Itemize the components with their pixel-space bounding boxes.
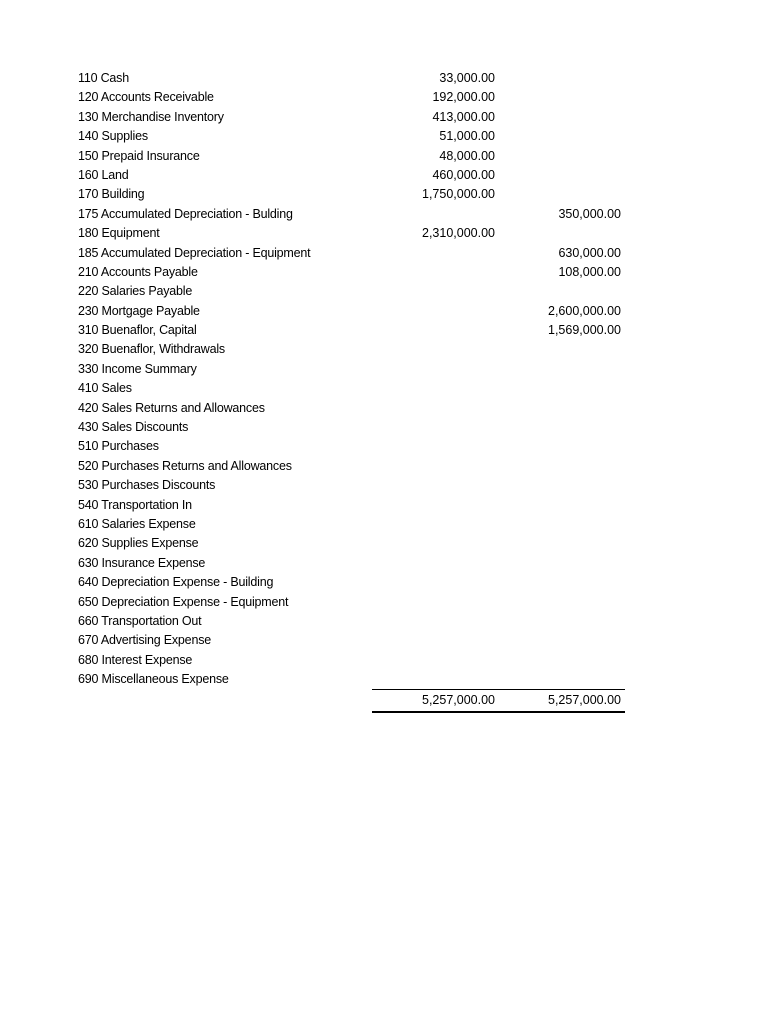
- account-name: 530 Purchases Discounts: [78, 478, 216, 493]
- account-row: [0, 399, 768, 418]
- account-row: [0, 670, 768, 689]
- debit-amount: 33,000.00: [439, 71, 495, 85]
- account-name: 170 Building: [78, 187, 145, 202]
- account-row: [0, 379, 768, 398]
- credit-amount: 350,000.00: [558, 206, 621, 221]
- account-row: [0, 321, 768, 340]
- account-row: [0, 437, 768, 456]
- credit-amount: 1,569,000.00: [548, 323, 621, 338]
- account-row: [0, 244, 768, 263]
- account-row: [0, 360, 768, 379]
- account-name: 230 Mortgage Payable: [78, 303, 200, 318]
- account-name: 130 Merchandise Inventory: [78, 109, 224, 124]
- account-name: 330 Income Summary: [78, 361, 197, 376]
- debit-amount: 51,000.00: [439, 129, 495, 144]
- account-row: [0, 166, 768, 185]
- account-name: 175 Accumulated Depreciation - Bulding: [78, 206, 293, 221]
- account-name: 640 Depreciation Expense - Building: [78, 575, 274, 590]
- account-row: [0, 534, 768, 553]
- account-row: [0, 457, 768, 476]
- account-name: 670 Advertising Expense: [78, 633, 211, 648]
- account-name: 610 Salaries Expense: [78, 516, 196, 531]
- account-row: [0, 612, 768, 631]
- total-debit: 5,257,000.00: [422, 693, 495, 707]
- account-name: 120 Accounts Receivable: [78, 90, 214, 105]
- account-name: 410 Sales: [78, 381, 132, 396]
- debit-amount: 48,000.00: [439, 148, 495, 163]
- account-row: [0, 302, 768, 321]
- totals-row: [372, 689, 625, 713]
- account-list: [0, 69, 768, 690]
- account-name: 180 Equipment: [78, 226, 160, 241]
- account-row: [0, 224, 768, 243]
- credit-amount: 2,600,000.00: [548, 303, 621, 318]
- credit-amount: 630,000.00: [558, 245, 621, 260]
- account-name: 630 Insurance Expense: [78, 555, 206, 570]
- account-row: [0, 340, 768, 359]
- account-name: 310 Buenaflor, Capital: [78, 323, 197, 338]
- debit-amount: 192,000.00: [432, 90, 495, 105]
- account-row: [0, 593, 768, 612]
- account-name: 650 Depreciation Expense - Equipment: [78, 594, 289, 609]
- account-name: 690 Miscellaneous Expense: [78, 672, 229, 687]
- account-name: 680 Interest Expense: [78, 652, 193, 667]
- credit-amount: 108,000.00: [558, 264, 621, 279]
- debit-amount: 413,000.00: [432, 109, 495, 124]
- account-name: 520 Purchases Returns and Allowances: [78, 458, 292, 473]
- account-row: [0, 108, 768, 127]
- account-row: [0, 651, 768, 670]
- account-row: [0, 496, 768, 515]
- account-name: 160 Land: [78, 167, 129, 182]
- account-name: 430 Sales Discounts: [78, 420, 189, 435]
- account-name: 210 Accounts Payable: [78, 264, 198, 279]
- account-row: [0, 88, 768, 107]
- account-row: [0, 418, 768, 437]
- debit-amount: 1,750,000.00: [422, 187, 495, 202]
- account-name: 540 Transportation In: [78, 497, 192, 512]
- account-name: 320 Buenaflor, Withdrawals: [78, 342, 225, 357]
- account-name: 140 Supplies: [78, 129, 148, 144]
- account-row: [0, 127, 768, 146]
- account-row: [0, 631, 768, 650]
- total-credit: 5,257,000.00: [548, 693, 621, 707]
- debit-amount: 2,310,000.00: [422, 226, 495, 241]
- account-name: 185 Accumulated Depreciation - Equipment: [78, 245, 311, 260]
- debit-amount: 460,000.00: [432, 167, 495, 182]
- account-row: [0, 476, 768, 495]
- account-row: [0, 282, 768, 301]
- account-name: 150 Prepaid Insurance: [78, 148, 200, 163]
- account-row: [0, 69, 768, 88]
- account-row: [0, 573, 768, 592]
- account-name: 510 Purchases: [78, 439, 159, 454]
- account-name: 220 Salaries Payable: [78, 284, 193, 299]
- account-row: [0, 263, 768, 282]
- account-name: 660 Transportation Out: [78, 613, 202, 628]
- account-row: [0, 515, 768, 534]
- account-row: [0, 205, 768, 224]
- account-name: 420 Sales Returns and Allowances: [78, 400, 265, 415]
- account-row: [0, 147, 768, 166]
- account-name: 110 Cash: [78, 71, 129, 85]
- account-row: [0, 554, 768, 573]
- account-name: 620 Supplies Expense: [78, 536, 199, 551]
- account-row: [0, 185, 768, 204]
